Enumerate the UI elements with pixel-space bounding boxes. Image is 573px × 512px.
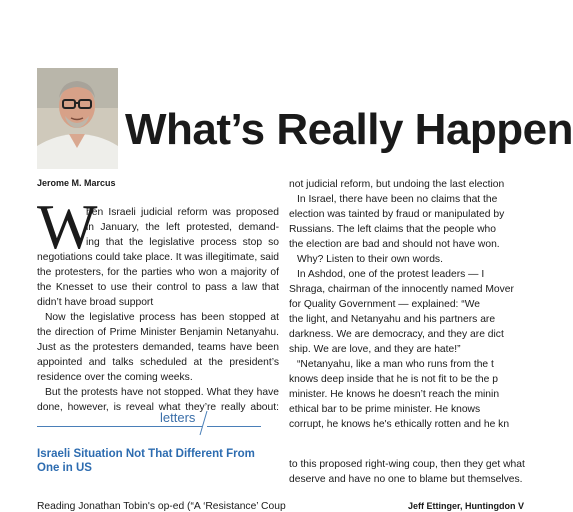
author-portrait-image	[37, 68, 118, 169]
drop-cap: W	[37, 191, 98, 262]
text-line: hen Israeli judicial reform was proposed	[86, 207, 279, 218]
text-line: for Quality Government — explained: “We	[289, 299, 480, 310]
text-line: corrupt, he knows he's ethically rotten and he kn	[289, 419, 510, 430]
article-byline: Jerome M. Marcus	[37, 178, 116, 188]
text-line: the Knesset to use their control to pass a law that	[37, 282, 279, 293]
letters-divider-right	[207, 426, 261, 427]
text-line: not judicial reform, but undoing the last election	[289, 179, 505, 190]
text-line: the election are bad and should not have won.	[289, 239, 500, 250]
text-line: residence over the coming weeks.	[37, 372, 193, 383]
text-line: But the protests have not stopped. What they have	[45, 387, 279, 398]
text-line: Now the legislative process has been stopped at	[45, 312, 279, 323]
text-line: minister. He knows he doesn’t reach the minin	[289, 389, 500, 400]
text-line: darkness. We are democracy, and they are dict	[289, 329, 504, 340]
letters-divider-left	[37, 426, 202, 427]
letter-column-2	[289, 457, 525, 487]
letter-body-start: Reading Jonathan Tobin's op-ed (“A ‘Resistance’ Coup	[37, 501, 286, 512]
text-line: Why? Listen to their own words.	[297, 254, 443, 265]
text-line: didn’t have broad support	[37, 297, 154, 308]
text-line: ship. We are love, and they are hate!”	[289, 344, 461, 355]
text-line: the direction of Prime Minister Benjamin Netanyahu.	[37, 327, 279, 338]
text-line: Just as the protesters demanded, teams have been	[37, 342, 279, 353]
author-photo	[37, 68, 118, 169]
text-line: in January, the left protested, demand-	[86, 222, 279, 233]
text-line: the protesters, for the parties who won a majority of	[37, 267, 279, 278]
letters-slash-icon	[197, 410, 209, 436]
letters-section-label: letters	[160, 410, 196, 425]
text-line: ing that the legislative process stop so	[86, 237, 279, 248]
text-line: deserve and have no one to blame but themselves.	[289, 474, 523, 485]
letter-signature: Jeff Ettinger, Huntingdon V	[408, 501, 524, 511]
text-line: election was tainted by fraud or manipulated by	[289, 209, 505, 220]
text-line: appointed and talks scheduled at the president’s	[37, 357, 279, 368]
text-line: In Israel, there have been no claims that the	[297, 194, 498, 205]
text-line: “Netanyahu, like a man who runs from the t	[297, 359, 494, 370]
text-line: Russians. The left claims that the people who	[289, 224, 497, 235]
text-line: ethical bar to be prime minister. He knows	[289, 404, 481, 415]
text-line: In Ashdod, one of the protest leaders — I	[297, 269, 485, 280]
text-line: Shraga, chairman of the innocently named Mover	[289, 284, 514, 295]
letter-headline: Israeli Situation Not That Different From One in US	[37, 448, 255, 474]
text-line: to this proposed right-wing coup, then they get what	[289, 459, 525, 470]
text-line: knows deep inside that he is not fit to be the p	[289, 374, 498, 385]
text-line: done, however, is reveal what they’re really about:	[37, 402, 279, 413]
text-line: the light, and Netanyahu and his partners are	[289, 314, 496, 325]
article-headline: What’s Really Happen	[125, 105, 573, 154]
text-line: negotiations could take place. It was illegitimate, said	[37, 252, 279, 263]
article-column-2	[289, 177, 514, 430]
article-column-1	[37, 191, 279, 413]
